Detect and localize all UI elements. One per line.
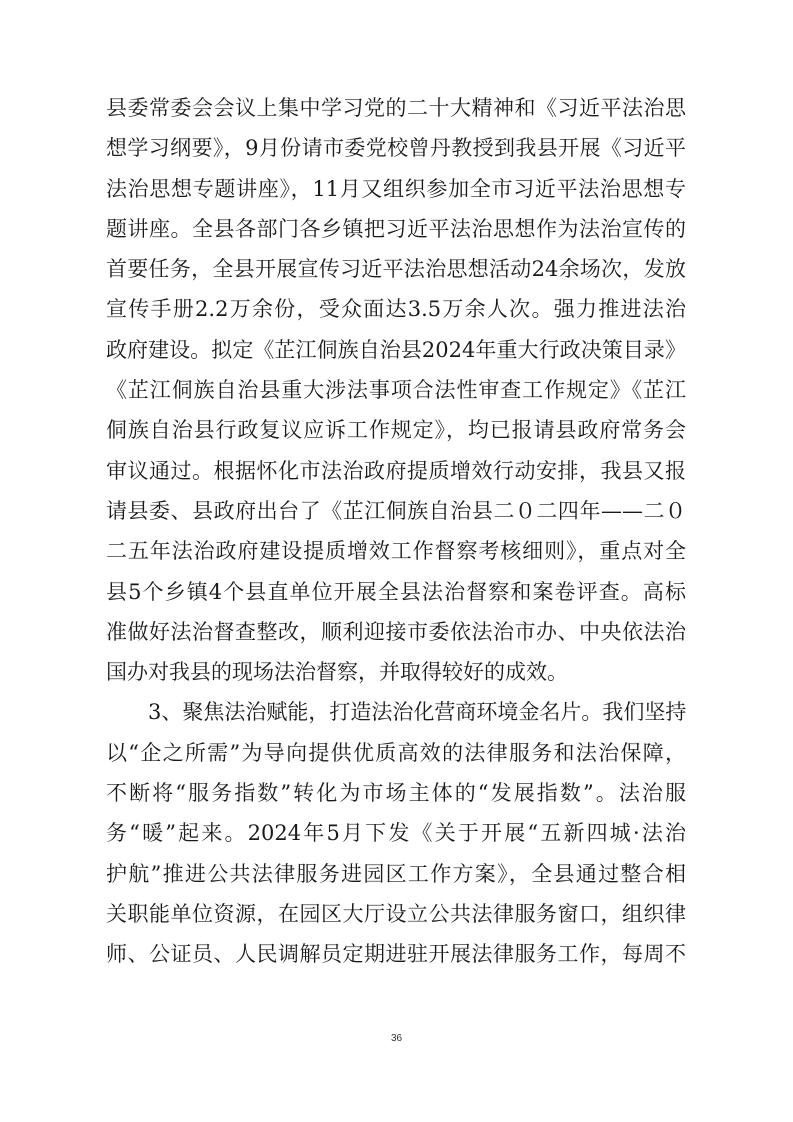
page-number: 36 <box>390 1033 403 1044</box>
text-line: 护航”推进公共法律服务进园区工作方案》，全县通过整合相 <box>106 861 686 886</box>
paragraph-end-line: 国办对我县的现场法治督察，并取得较好的成效。 <box>106 660 568 685</box>
text-line: 请县委、县政府出台了《芷江侗族自治县二０二四年——二０ <box>106 498 686 523</box>
text-line: 以“企之所需”为导向提供优质高效的法律服务和法治保障， <box>106 740 686 765</box>
text-line: 不断将“服务指数”转化为市场主体的“发展指数”。法治服 <box>106 781 686 806</box>
paragraph-start-line: 3、聚焦法治赋能，打造法治化营商环境金名片。我们坚持 <box>148 700 687 725</box>
text-line: 准做好法治督查整改，顺利迎接市委依法治市办、中央依法治 <box>106 619 686 644</box>
text-line: 县委常委会会议上集中学习党的二十大精神和《习近平法治思 <box>106 96 686 120</box>
text-line: 《芷江侗族自治县重大涉法事项合法性审查工作规定》《芷江 <box>106 378 686 403</box>
text-line: 县5个乡镇4个县直单位开展全县法治督察和案卷评查。高标 <box>106 579 686 604</box>
text-line: 师、公证员、人民调解员定期进驻开展法律服务工作，每周不 <box>106 942 686 967</box>
text-line: 法治思想专题讲座》，11月又组织参加全市习近平法治思想专 <box>106 176 686 201</box>
text-line: 关职能单位资源，在园区大厅设立公共法律服务窗口，组织律 <box>106 901 686 926</box>
text-line: 务“暖”起来。2024年5月下发《关于开展“五新四城·法治 <box>106 821 686 846</box>
text-line: 审议通过。根据怀化市法治政府提质增效行动安排，我县又报 <box>106 458 686 483</box>
body-text <box>106 88 686 975</box>
text-line: 题讲座。全县各部门各乡镇把习近平法治思想作为法治宣传的 <box>106 216 686 241</box>
text-line: 想学习纲要》，9月份请市委党校曾丹教授到我县开展《习近平 <box>106 136 686 161</box>
text-line: 宣传手册2.2万余份，受众面达3.5万余人次。强力推进法治 <box>106 297 686 322</box>
text-line: 政府建设。拟定《芷江侗族自治县2024年重大行政决策目录》 <box>106 337 686 362</box>
text-line: 首要任务，全县开展宣传习近平法治思想活动24余场次，发放 <box>106 257 686 282</box>
text-line: 二五年法治政府建设提质增效工作督察考核细则》，重点对全 <box>106 539 686 564</box>
text-line: 侗族自治县行政复议应诉工作规定》，均已报请县政府常务会 <box>106 418 686 443</box>
